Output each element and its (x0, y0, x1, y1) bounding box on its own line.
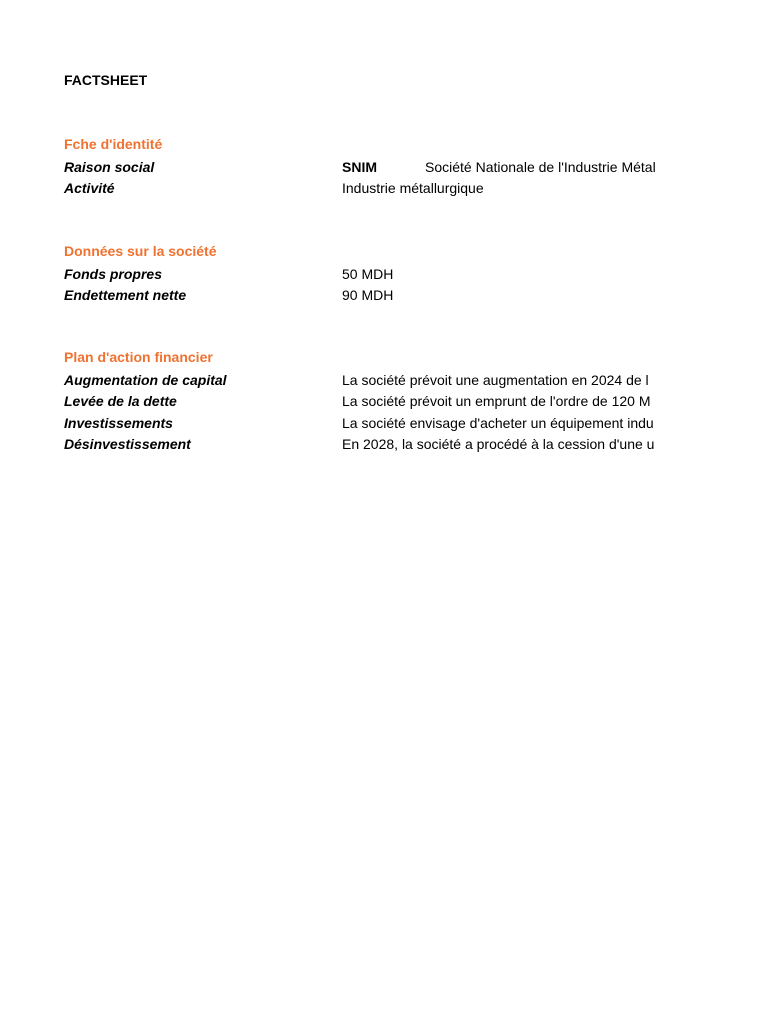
financial-plan-section (64, 349, 672, 455)
financial-plan-heading: Plan d'action financier (64, 349, 213, 365)
plan-row-label: Investissements (64, 414, 173, 431)
endettement-row (64, 285, 672, 306)
page-title: FACTSHEET (64, 72, 148, 88)
plan-row (64, 434, 672, 455)
activite-value-cell (342, 178, 672, 199)
raison-social-value-cell (342, 157, 672, 178)
fonds-propres-row (64, 264, 672, 285)
plan-row-value: La société envisage d'acheter un équipement indu (342, 414, 654, 431)
raison-social-label: Raison social (64, 159, 155, 175)
identity-section (64, 136, 672, 200)
plan-row-value: La société prévoit un emprunt de l'ordre de 120 M (342, 393, 651, 410)
company-data-heading: Données sur la société (64, 243, 217, 259)
plan-row-value-cell (342, 391, 672, 412)
company-data-section (64, 243, 672, 307)
plan-row (64, 370, 672, 391)
raison-social-row (64, 157, 672, 178)
endettement-value-cell (342, 285, 672, 306)
plan-row-label: Augmentation de capital (64, 372, 227, 388)
plan-row-value-cell (342, 434, 672, 455)
identity-heading: Fche d'identité (64, 136, 163, 152)
plan-row-value-cell (342, 413, 672, 434)
fonds-propres-label: Fonds propres (64, 266, 163, 282)
plan-row (64, 413, 672, 434)
endettement-label: Endettement nette (64, 287, 187, 304)
plan-row-label: Levée de la dette (64, 393, 177, 410)
company-full-name: Société Nationale de l'Industrie Métal (425, 159, 656, 175)
activite-label: Activité (64, 180, 115, 197)
plan-row-value-cell (342, 370, 672, 391)
endettement-value: 90 MDH (342, 287, 394, 304)
activite-row (64, 178, 672, 199)
fonds-propres-value-cell (342, 264, 672, 285)
plan-row (64, 391, 672, 412)
plan-row-value: En 2028, la société a procédé à la cession d'une u (342, 435, 655, 452)
activite-value: Industrie métallurgique (342, 180, 484, 197)
plan-row-value: La société prévoit une augmentation en 2024 de l (342, 372, 649, 388)
plan-row-label: Désinvestissement (64, 435, 191, 452)
fonds-propres-value: 50 MDH (342, 266, 394, 282)
company-code: SNIM (342, 159, 377, 175)
